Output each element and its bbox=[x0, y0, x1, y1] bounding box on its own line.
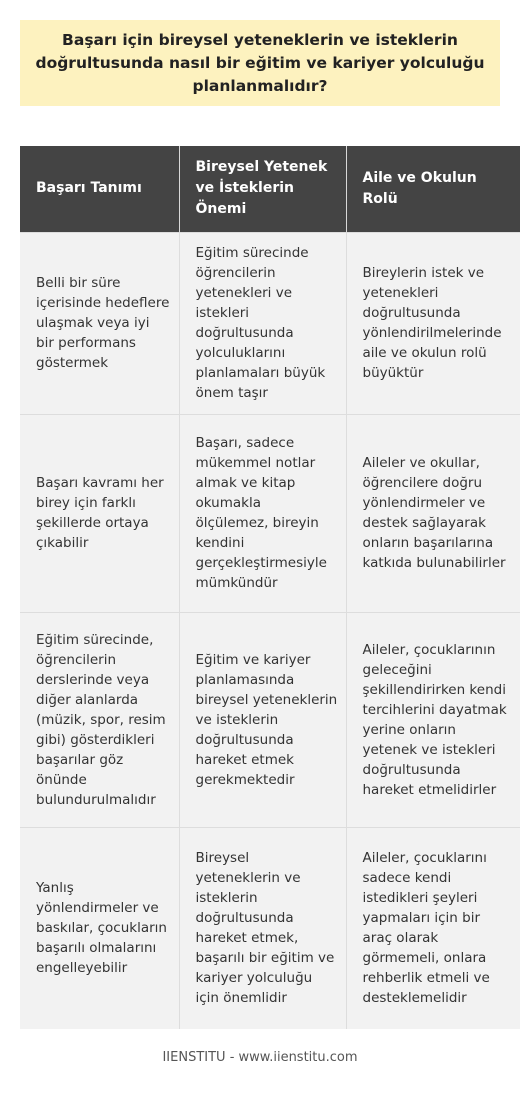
table-cell: Bireysel yeteneklerin ve isteklerin doğrultusunda hareket etmek, başarılı bir eğitim ve kariyer yolculuğu için önemlidir bbox=[179, 827, 346, 1029]
table-row bbox=[20, 827, 520, 1029]
column-header-family-school-role: Aile ve Okulun Rolü bbox=[346, 146, 520, 232]
table-row bbox=[20, 414, 520, 612]
table-row bbox=[20, 612, 520, 827]
table-row bbox=[20, 232, 520, 414]
comparison-table bbox=[20, 146, 520, 1029]
table-cell: Aileler, çocuklarının geleceğini şekillendirirken kendi tercihlerini dayatmak yerine onların yetenek ve istekleri doğrultusunda hareket etmelidirler bbox=[346, 612, 520, 827]
table-cell: Başarı, sadece mükemmel notlar almak ve kitap okumakla ölçülemez, bireyin kendini gerçekleştirmesiyle mümkündür bbox=[179, 414, 346, 612]
table-cell: Eğitim sürecinde, öğrencilerin derslerinde veya diğer alanlarda (müzik, spor, resim gibi) gösterdikleri başarılar göz önünde bulundurulmalıdır bbox=[20, 612, 179, 827]
table-cell: Belli bir süre içerisinde hedeflere ulaşmak veya iyi bir performans göstermek bbox=[20, 232, 179, 414]
table-cell: Aileler, çocuklarını sadece kendi istedikleri şeyleri yapmaları için bir araç olarak görmemeli, onlara rehberlik etmeli ve desteklemelidir bbox=[346, 827, 520, 1029]
table-cell: Başarı kavramı her birey için farklı şekillerde ortaya çıkabilir bbox=[20, 414, 179, 612]
footer-credit: IIENSTITU - www.iienstitu.com bbox=[162, 1050, 358, 1065]
table-header-row bbox=[20, 146, 520, 232]
column-header-success-definition: Başarı Tanımı bbox=[20, 146, 179, 232]
table-cell: Eğitim sürecinde öğrencilerin yetenekleri ve istekleri doğrultusunda yolculuklarını planlamaları büyük önem taşır bbox=[179, 232, 346, 414]
table-cell: Bireylerin istek ve yetenekleri doğrultusunda yönlendirilmelerinde aile ve okulun rolü büyüktür bbox=[346, 232, 520, 414]
table-cell: Aileler ve okullar, öğrencilere doğru yönlendirmeler ve destek sağlayarak onların başarılarına katkıda bulunabilirler bbox=[346, 414, 520, 612]
table-cell: Eğitim ve kariyer planlamasında bireysel yeteneklerin ve isteklerin doğrultusunda hareket etmek gerekmektedir bbox=[179, 612, 346, 827]
page-title: Başarı için bireysel yeteneklerin ve isteklerin doğrultusunda nasıl bir eğitim ve kariyer yolculuğu planlanmalıdır? bbox=[35, 30, 485, 95]
column-header-individual-talent: Bireysel Yetenek ve İsteklerin Önemi bbox=[179, 146, 346, 232]
table-cell: Yanlış yönlendirmeler ve baskılar, çocukların başarılı olmalarını engelleyebilir bbox=[20, 827, 179, 1029]
title-banner bbox=[20, 20, 500, 106]
